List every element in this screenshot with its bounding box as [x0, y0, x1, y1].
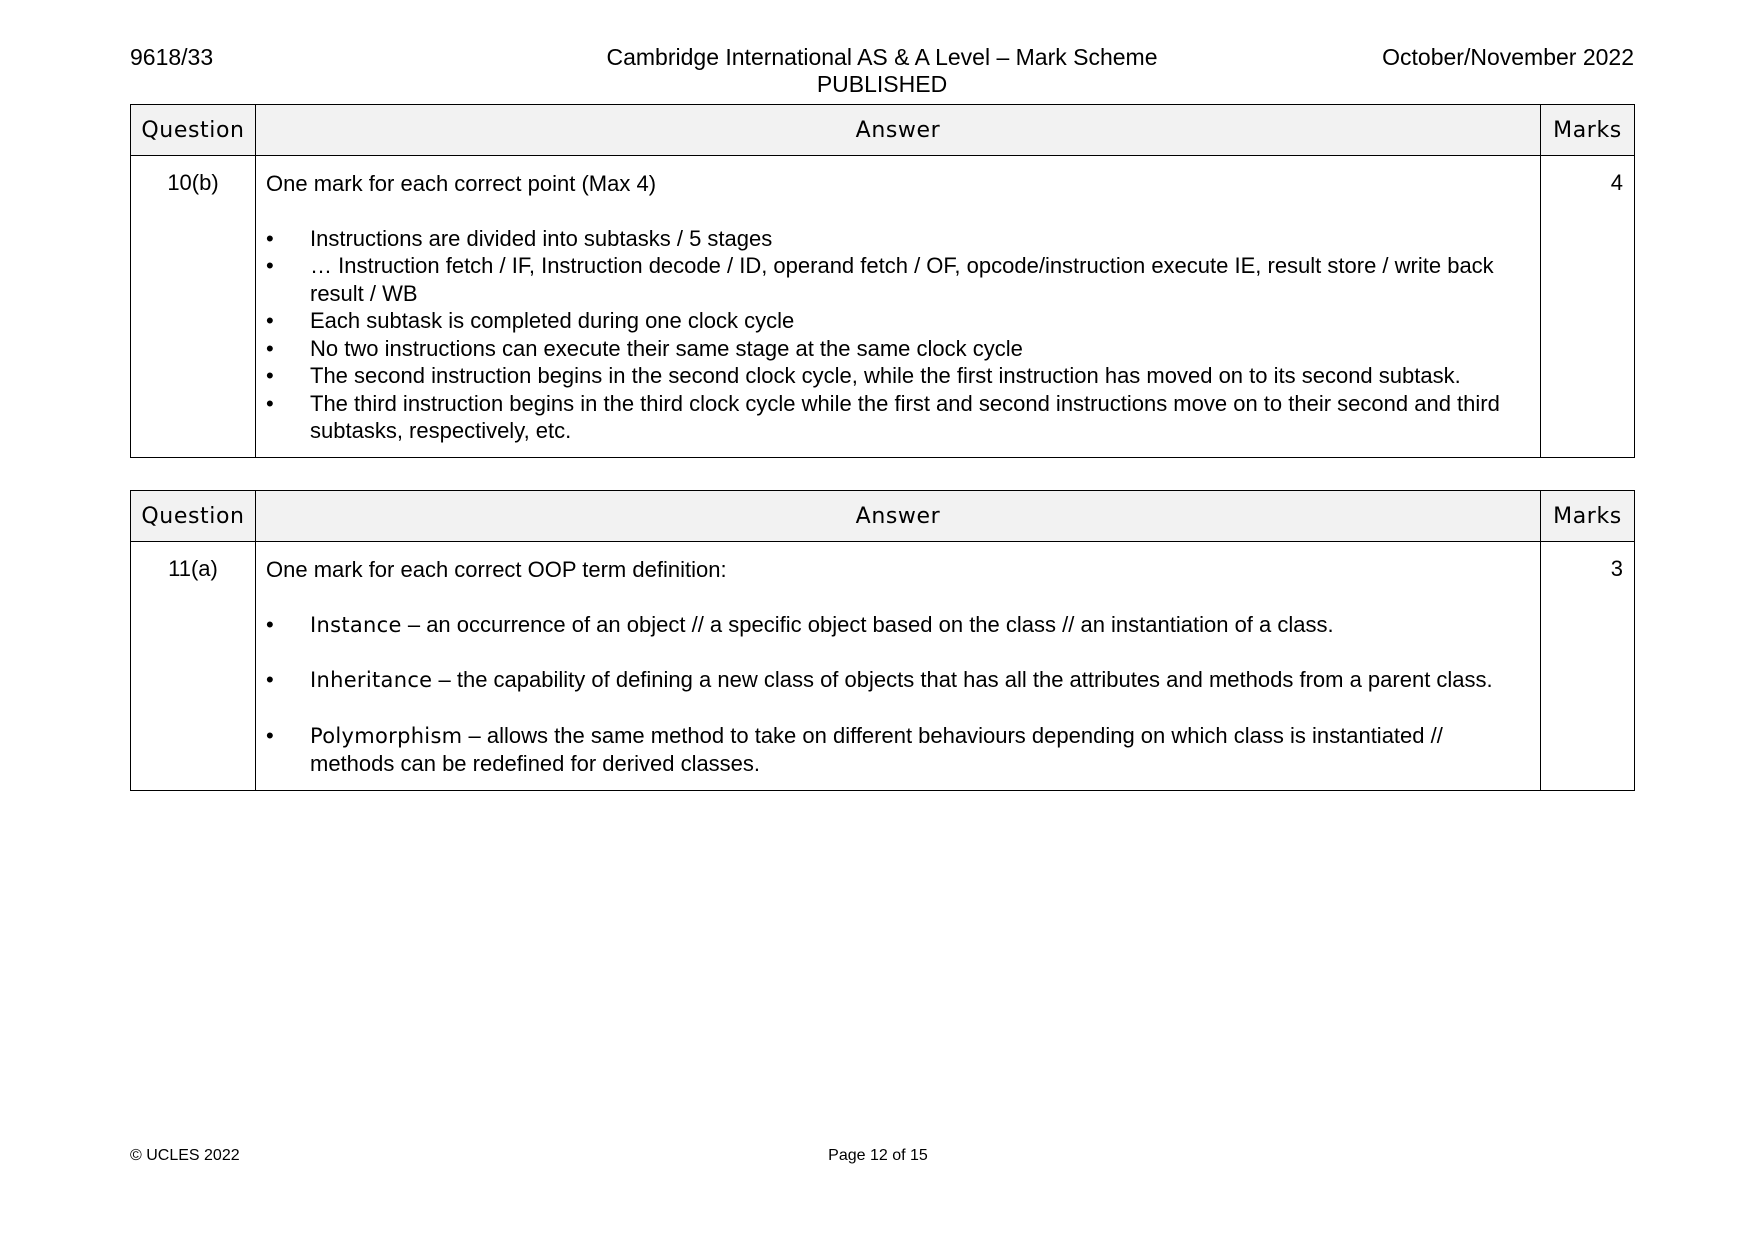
document-status: PUBLISHED: [816, 71, 948, 97]
definition-item: [266, 666, 1530, 695]
answer-points-list: [266, 225, 1530, 445]
table-header-row: [131, 105, 1635, 156]
answer-point: • The third instruction begins in the third clock cycle while the first and second instructions move on to their second and third subtasks, respectively, etc.: [266, 390, 1530, 445]
definition-text: – an occurrence of an object // a specific object based on the class // an instantiation of a class.: [401, 611, 1334, 637]
definition-text: – the capability of defining a new class of objects that has all the attributes and methods from a parent class.: [432, 667, 1493, 692]
definition-term: Polymorphism: [310, 723, 463, 748]
marks-column-header: Marks: [1541, 491, 1635, 542]
definition-item: [266, 611, 1530, 640]
answer-point: • The second instruction begins in the second clock cycle, while the first instruction has moved on to its second subtask.: [266, 362, 1530, 390]
document-title: Cambridge International AS & A Level – Mark Scheme: [606, 44, 1158, 70]
table-header-row: [131, 491, 1635, 542]
marks-value: 4: [1541, 156, 1635, 458]
definition-term: Inheritance: [310, 668, 433, 692]
definition-item: [266, 722, 1530, 778]
answer-column-header: Answer: [256, 105, 1541, 156]
table-row: [131, 542, 1635, 791]
answer-cell: [256, 542, 1541, 791]
answer-point: • … Instruction fetch / IF, Instruction decode / ID, operand fetch / OF, opcode/instruction execute IE, result store / write back result / WB: [266, 252, 1530, 307]
definition-text: – allows the same method to take on different behaviours depending on which class is instantiated // methods can be redefined for derived classes.: [310, 722, 1443, 776]
question-column-header: Question: [131, 491, 256, 542]
mark-scheme-table-10b: [130, 104, 1635, 458]
answer-cell: [256, 156, 1541, 458]
question-column-header: Question: [131, 105, 256, 156]
answer-intro: One mark for each correct point (Max 4): [266, 171, 657, 196]
mark-scheme-table-11a: [130, 490, 1635, 791]
exam-session: October/November 2022: [1382, 44, 1634, 70]
answer-point: • Instructions are divided into subtasks / 5 stages: [266, 225, 1530, 253]
question-number: 11(a): [131, 542, 256, 791]
marks-column-header: Marks: [1541, 105, 1635, 156]
table-row: [131, 156, 1635, 458]
answer-intro: One mark for each correct OOP term definition:: [266, 557, 727, 582]
marks-value: 3: [1541, 542, 1635, 791]
answer-point: • No two instructions can execute their same stage at the same clock cycle: [266, 335, 1530, 363]
answer-column-header: Answer: [256, 491, 1541, 542]
page-number: Page 12 of 15: [828, 1147, 928, 1164]
answer-point: • Each subtask is completed during one clock cycle: [266, 307, 1530, 335]
definitions-list: [266, 611, 1530, 778]
page-header: [130, 44, 1634, 100]
question-number: 10(b): [131, 156, 256, 458]
definition-term: Instance: [310, 612, 402, 637]
paper-code: 9618/33: [130, 44, 214, 70]
copyright: © UCLES 2022: [130, 1147, 240, 1164]
